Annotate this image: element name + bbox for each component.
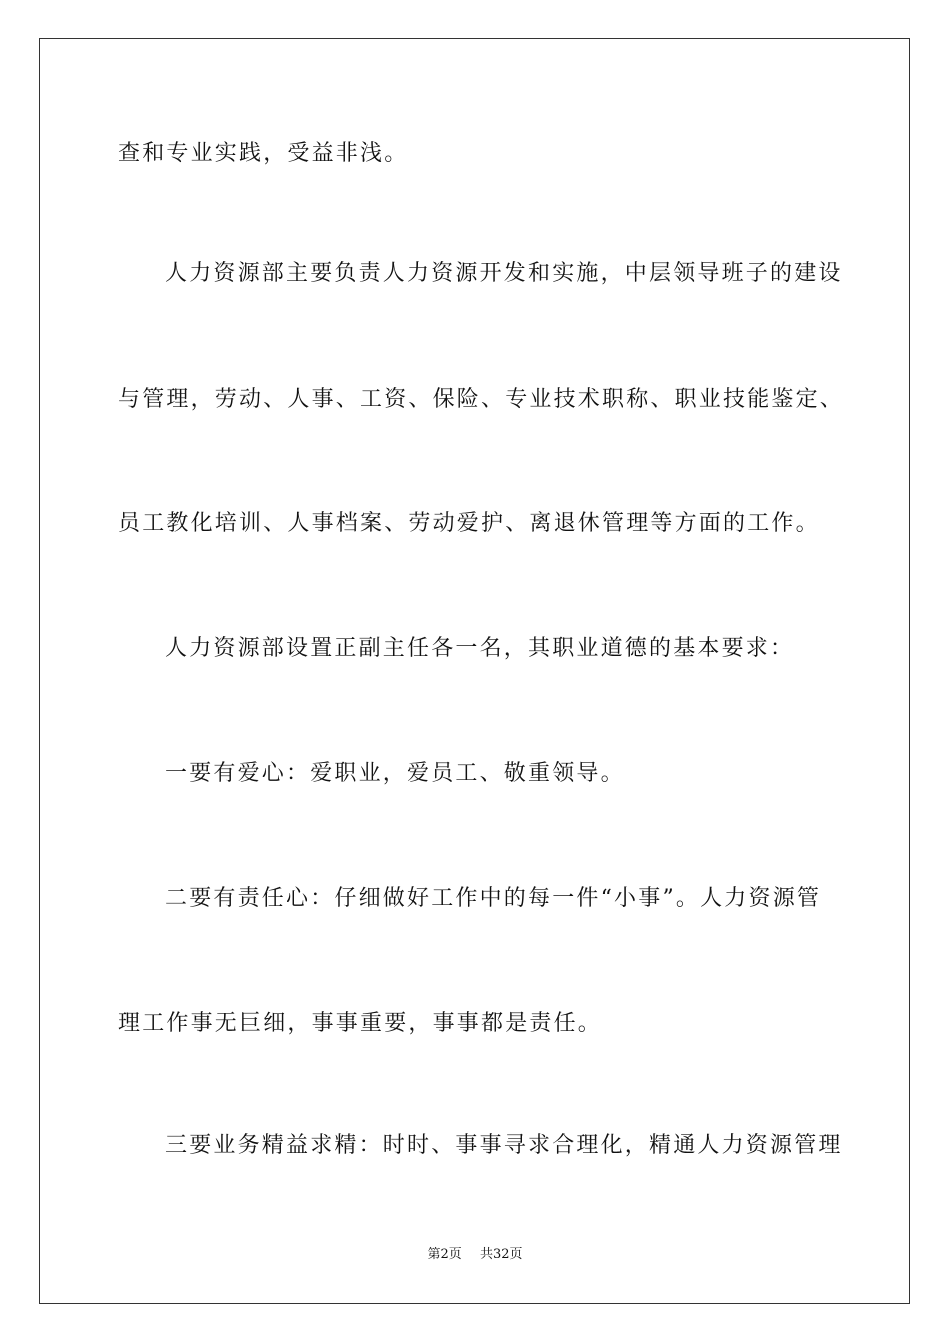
page-footer bbox=[0, 1246, 950, 1264]
text-line-7: 二要有责任心：仔细做好工作中的每一件“小事”。人力资源管 bbox=[165, 886, 822, 911]
text-line-1: 查和专业实践，受益非浅。 bbox=[118, 141, 409, 166]
text-line-4: 员工教化培训、人事档案、劳动爱护、离退休管理等方面的工作。 bbox=[118, 511, 820, 536]
text-line-5: 人力资源部设置正副主任各一名，其职业道德的基本要求： bbox=[165, 636, 795, 661]
total-pages: 共32页 bbox=[479, 1247, 523, 1262]
page-border bbox=[39, 38, 910, 1304]
text-line-9: 三要业务精益求精：时时、事事寻求合理化，精通人力资源管理 bbox=[165, 1133, 843, 1158]
text-line-2: 人力资源部主要负责人力资源开发和实施，中层领导班子的建设 bbox=[165, 261, 843, 286]
text-line-6: 一要有爱心：爱职业，爱员工、敬重领导。 bbox=[165, 761, 625, 786]
text-line-3: 与管理，劳动、人事、工资、保险、专业技术职称、职业技能鉴定、 bbox=[118, 387, 845, 412]
text-line-8: 理工作事无巨细，事事重要，事事都是责任。 bbox=[118, 1011, 603, 1036]
page-number: 第2页 bbox=[427, 1247, 462, 1262]
